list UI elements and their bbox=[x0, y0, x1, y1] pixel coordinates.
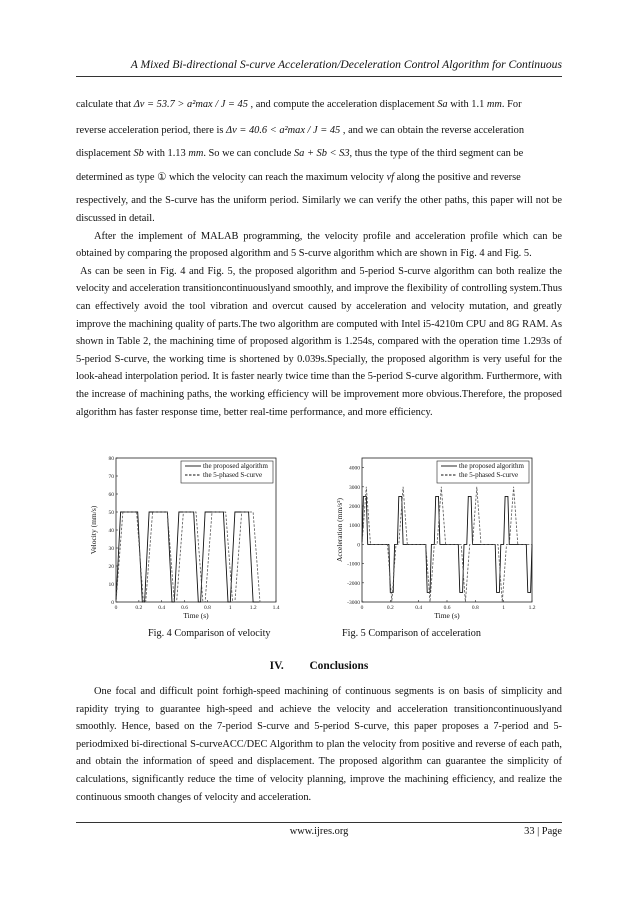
text-fragment: calculate that bbox=[76, 99, 132, 110]
y-tick-label: 3000 bbox=[349, 484, 360, 491]
text-fragment: . For bbox=[501, 99, 522, 110]
symbol-vf: vf bbox=[386, 171, 395, 183]
y-tick-label: -1000 bbox=[347, 561, 360, 568]
y-axis-label: Velocity (mm/s) bbox=[89, 505, 98, 555]
y-axis-label: Acceleration (mm/s²) bbox=[335, 497, 344, 563]
y-tick-label: -3000 bbox=[347, 600, 360, 606]
unit-mm: mm bbox=[188, 148, 204, 160]
footer-rule bbox=[76, 822, 562, 823]
x-tick-label: 0.4 bbox=[158, 605, 166, 611]
legend-label: the proposed algorithm bbox=[203, 462, 268, 470]
paragraph-2 bbox=[76, 122, 562, 140]
x-tick-label: 1 bbox=[228, 605, 232, 611]
x-tick-label: 0.4 bbox=[415, 605, 423, 611]
x-tick-label: 0 bbox=[114, 605, 118, 611]
paragraph-5: respectively, and the S-curve has the uniform period. Similarly we can verify the other paths, this paper will not be discussed in detail. bbox=[76, 195, 562, 224]
equation-velocity-diff: Δv = 53.7 > a²max / J = 45 bbox=[133, 99, 248, 110]
legend-label: the 5-phased S-curve bbox=[459, 471, 519, 479]
y-tick-label: 10 bbox=[108, 582, 114, 588]
y-tick-label: -2000 bbox=[347, 580, 360, 587]
paragraph-1 bbox=[76, 96, 562, 114]
y-tick-label: 40 bbox=[108, 528, 114, 534]
figure-5-acceleration bbox=[320, 452, 540, 622]
x-tick-label: 1.2 bbox=[249, 605, 257, 611]
section-title: Conclusions bbox=[309, 660, 369, 672]
x-tick-label: 1.2 bbox=[528, 605, 536, 611]
section-number: IV. bbox=[269, 660, 284, 672]
text-fragment: with 1.1 bbox=[450, 99, 485, 110]
y-tick-label: 4000 bbox=[349, 465, 360, 472]
acceleration-chart bbox=[320, 452, 540, 622]
header-rule bbox=[76, 76, 562, 77]
x-tick-label: 1 bbox=[502, 605, 506, 611]
y-tick-label: 60 bbox=[108, 492, 114, 498]
y-tick-label: 2000 bbox=[349, 504, 360, 510]
y-tick-label: 30 bbox=[108, 546, 114, 552]
y-tick-label: 20 bbox=[108, 564, 114, 570]
x-tick-label: 0.6 bbox=[181, 605, 189, 611]
symbol-sa: Sa bbox=[437, 99, 448, 110]
running-head: A Mixed Bi-directional S-curve Acceleration/Deceleration Control Algorithm for Continuous bbox=[130, 58, 562, 71]
text-fragment: , thus the type of the third segment can be bbox=[349, 148, 524, 160]
paragraph-3 bbox=[76, 145, 562, 163]
text-fragment: along the positive and reverse bbox=[396, 171, 521, 183]
fig4-caption: Fig. 4 Comparison of velocity bbox=[148, 628, 271, 639]
velocity-chart bbox=[86, 452, 286, 622]
y-tick-label: 70 bbox=[108, 474, 114, 480]
symbol-sb: Sb bbox=[133, 148, 144, 160]
x-tick-label: 0.2 bbox=[135, 605, 143, 611]
conclusion-section bbox=[76, 683, 562, 806]
x-tick-label: 0.8 bbox=[471, 605, 479, 611]
x-axis-label: Time (s) bbox=[183, 611, 209, 620]
conclusion-paragraph: One focal and difficult point forhigh-speed machining of continuous segments is on basis of simplicity and rapidity trying to guarantee high-speed and achieve the velocity and acceleration transitioncontinuouslyand smoothly. Hence, based on the 7-period S-curve and 5-period S-curve, this paper proposes a 7-period and 5-periodmixed bi-directional S-curveACC/DEC Algorithm to plan the velocity from positive and reverse of each path, and obtain the information of speed and displacement. The proposed algorithm can guarantee the simplicity of calculations, significantly reduce the time of velocity planning, improve the machining efficiency, and realize the continuous smooth changes of velocity and acceleration. bbox=[76, 686, 562, 803]
x-tick-label: 0.6 bbox=[443, 605, 451, 611]
figure-4-velocity bbox=[86, 452, 286, 622]
paragraph-7: As can be seen in Fig. 4 and Fig. 5, the proposed algorithm and 5-period S-curve algorithm can both realize the velocity and acceleration transitioncontinuouslyand smoothly, and improve the flexibility of controlling system.Thus can effectively avoid the tool vibration and overcut caused by acceleration and velocity mutation, and greatly improve the machining quality of parts.The two algorithm are computed with Intel i5-4210m CPU and 8G RAM. As shown in Table 2, the machining time of proposed algorithm is 1.254s, compared with the operation time 1.293s of 5-period S-curve, the working time is shortened by 0.039s.Specially, the proposed algorithm is very useful for the look-ahead interpolation period. It is faster nearly twice time than the 5-period S-curve algorithm. Furthermore, with the increase of machining paths, the working efficiency will be improvement more obvious.Therefore, the proposed algorithm has faster response time, better real-time performance, and more efficiency. bbox=[76, 265, 562, 418]
paragraph-6: After the implement of MALAB programming, the velocity profile and acceleration profile which can be obtained by comparing the proposed algorithm and 5 S-curve algorithm which are shown in Fig. 4 and Fig. 5. bbox=[76, 230, 562, 260]
text-fragment: , and we can obtain the reverse acceleration bbox=[342, 124, 525, 136]
legend-label: the 5-phased S-curve bbox=[203, 471, 263, 479]
x-tick-label: 0.8 bbox=[203, 605, 211, 611]
text-fragment: displacement bbox=[76, 148, 131, 160]
fig5-caption: Fig. 5 Comparison of acceleration bbox=[342, 628, 481, 639]
text-fragment: , and compute the acceleration displacement bbox=[250, 99, 435, 110]
y-tick-label: 0 bbox=[357, 542, 360, 549]
x-axis-label: Time (s) bbox=[434, 611, 460, 620]
text-fragment: reverse acceleration period, there is bbox=[76, 124, 224, 136]
unit-mm: mm bbox=[486, 99, 502, 110]
equation-reverse: Δv = 40.6 < a²max / J = 45 bbox=[226, 124, 341, 136]
text-fragment: with 1.13 bbox=[146, 148, 186, 160]
body-text bbox=[76, 96, 562, 421]
equation-displacement: Sa + Sb < S3 bbox=[293, 148, 350, 160]
text-fragment: determined as type ① which the velocity can reach the maximum velocity bbox=[76, 171, 384, 183]
footer-page-number: 33 | Page bbox=[524, 826, 562, 837]
section-heading bbox=[0, 660, 638, 672]
x-tick-label: 1.4 bbox=[272, 605, 280, 611]
footer-url[interactable]: www.ijres.org bbox=[289, 826, 349, 837]
legend-label: the proposed algorithm bbox=[459, 462, 524, 470]
figure-row bbox=[76, 452, 562, 642]
y-tick-label: 80 bbox=[108, 456, 114, 462]
text-fragment: . So we can conclude bbox=[203, 148, 292, 160]
y-tick-label: 1000 bbox=[349, 523, 360, 530]
x-tick-label: 0 bbox=[360, 605, 364, 611]
y-tick-label: 50 bbox=[108, 510, 114, 516]
paragraph-4 bbox=[76, 169, 562, 187]
x-tick-label: 0.2 bbox=[386, 605, 394, 611]
y-tick-label: 0 bbox=[111, 600, 114, 606]
